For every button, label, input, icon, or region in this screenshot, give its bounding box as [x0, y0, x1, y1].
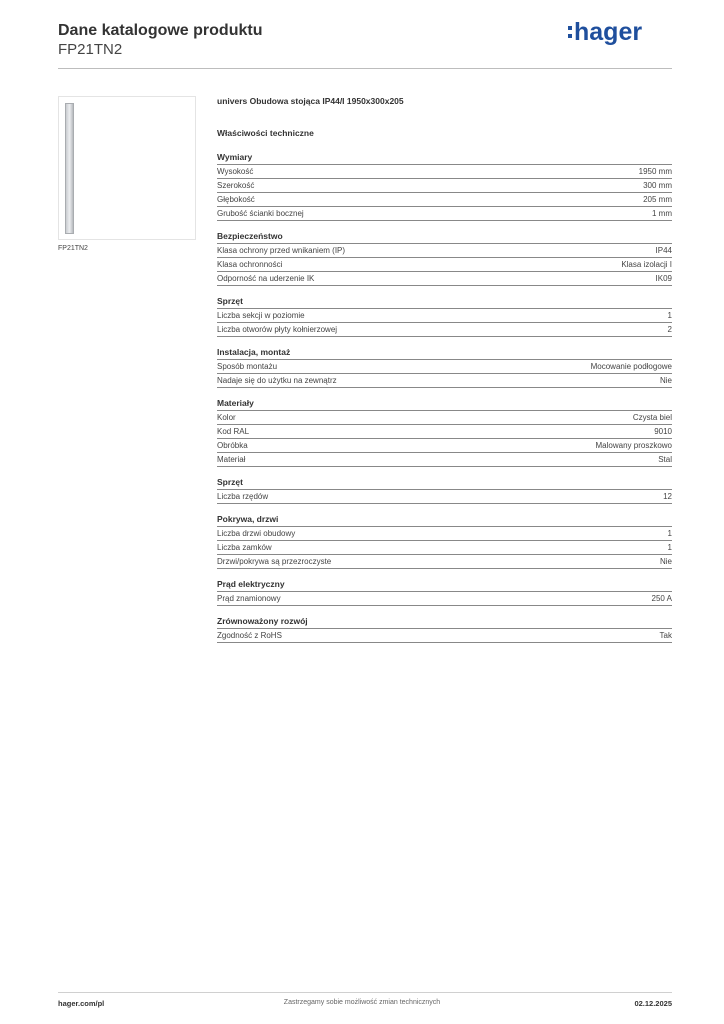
product-name: univers Obudowa stojąca IP44/I 1950x300x205 [217, 96, 404, 106]
spec-section [217, 231, 672, 286]
spec-label: Obróbka [217, 441, 248, 450]
spec-value: IK09 [655, 274, 672, 283]
spec-label: Głębokość [217, 195, 255, 204]
spec-row [217, 165, 672, 179]
section-title: Zrównoważony rozwój [217, 616, 672, 629]
spec-row [217, 541, 672, 555]
spec-value: 2 [667, 325, 672, 334]
spec-row [217, 374, 672, 388]
spec-row [217, 490, 672, 504]
spec-row [217, 439, 672, 453]
cabinet-picture [65, 103, 74, 234]
spec-section [217, 616, 672, 643]
spec-row [217, 207, 672, 221]
image-caption: FP21TN2 [58, 245, 88, 252]
footer-website[interactable]: hager.com/pl [58, 999, 105, 1008]
spec-label: Liczba drzwi obudowy [217, 529, 296, 538]
footer-date: 02.12.2025 [634, 999, 672, 1008]
spec-label: Kod RAL [217, 427, 250, 436]
spec-value: IP44 [655, 246, 672, 255]
spec-value: Nie [659, 376, 672, 385]
spec-value: Nie [659, 557, 672, 566]
section-title: Bezpieczeństwo [217, 231, 672, 244]
product-specs [217, 97, 672, 653]
spec-label: Odporność na uderzenie IK [217, 274, 315, 283]
spec-row [217, 411, 672, 425]
spec-value: 1 mm [652, 209, 672, 218]
section-title: Sprzęt [217, 296, 672, 309]
spec-row [217, 555, 672, 569]
footer-divider [58, 992, 672, 993]
section-title: Wymiary [217, 152, 672, 165]
page-title: Dane katalogowe produktu [58, 22, 263, 39]
logo-dot-top [568, 26, 572, 30]
spec-section [217, 296, 672, 337]
spec-value: Tak [659, 631, 672, 640]
spec-label: Grubość ścianki bocznej [217, 209, 304, 218]
section-title: Instalacja, montaż [217, 347, 672, 360]
spec-row [217, 193, 672, 207]
spec-label: Wysokość [217, 167, 254, 176]
spec-row [217, 323, 672, 337]
spec-label: Drzwi/pokrywa są przezroczyste [217, 557, 332, 566]
spec-value: 205 mm [643, 195, 672, 204]
spec-value: 1950 mm [638, 167, 672, 176]
spec-row [217, 244, 672, 258]
spec-row [217, 592, 672, 606]
logo-text: hager [574, 18, 643, 46]
spec-sections [217, 152, 672, 643]
tech-heading: Właściwości techniczne [217, 128, 314, 138]
spec-row [217, 179, 672, 193]
spec-row [217, 272, 672, 286]
spec-label: Szerokość [217, 181, 255, 190]
spec-value: Malowany proszkowo [595, 441, 672, 450]
spec-row [217, 425, 672, 439]
spec-row [217, 360, 672, 374]
spec-section [217, 579, 672, 606]
spec-value: Czysta biel [632, 413, 672, 422]
hager-logo [567, 16, 657, 50]
spec-label: Liczba zamków [217, 543, 272, 552]
spec-label: Liczba otworów płyty kołnierzowej [217, 325, 338, 334]
spec-label: Prąd znamionowy [217, 594, 281, 603]
spec-value: 1 [667, 311, 672, 320]
product-code: FP21TN2 [58, 41, 123, 58]
spec-value: Klasa izolacji I [621, 260, 672, 269]
spec-value: Mocowanie podłogowe [590, 362, 672, 371]
spec-label: Sposób montażu [217, 362, 278, 371]
spec-section [217, 347, 672, 388]
spec-value: 9010 [654, 427, 672, 436]
spec-section [217, 398, 672, 467]
footer-disclaimer: Zastrzegamy sobie możliwość zmian technicznych [283, 999, 441, 1006]
section-title: Prąd elektryczny [217, 579, 672, 592]
spec-label: Zgodność z RoHS [217, 631, 282, 640]
spec-value: 1 [667, 529, 672, 538]
spec-section [217, 514, 672, 569]
spec-row [217, 453, 672, 467]
spec-section [217, 477, 672, 504]
section-title: Pokrywa, drzwi [217, 514, 672, 527]
spec-row [217, 527, 672, 541]
spec-value: 1 [667, 543, 672, 552]
section-title: Sprzęt [217, 477, 672, 490]
spec-row [217, 258, 672, 272]
section-title: Materiały [217, 398, 672, 411]
product-image [58, 96, 196, 240]
spec-section [217, 152, 672, 221]
spec-label: Materiał [217, 455, 246, 464]
logo-dot-bottom [568, 34, 572, 38]
spec-label: Liczba sekcji w poziomie [217, 311, 305, 320]
spec-row [217, 309, 672, 323]
spec-value: Stal [658, 455, 672, 464]
spec-row [217, 629, 672, 643]
spec-label: Klasa ochronności [217, 260, 283, 269]
spec-value: 250 A [651, 594, 672, 603]
spec-label: Nadaje się do użytku na zewnątrz [217, 376, 337, 385]
spec-label: Kolor [217, 413, 236, 422]
spec-value: 300 mm [643, 181, 672, 190]
spec-label: Liczba rzędów [217, 492, 269, 501]
header-divider [58, 68, 672, 69]
spec-label: Klasa ochrony przed wnikaniem (IP) [217, 246, 346, 255]
spec-value: 12 [663, 492, 672, 501]
